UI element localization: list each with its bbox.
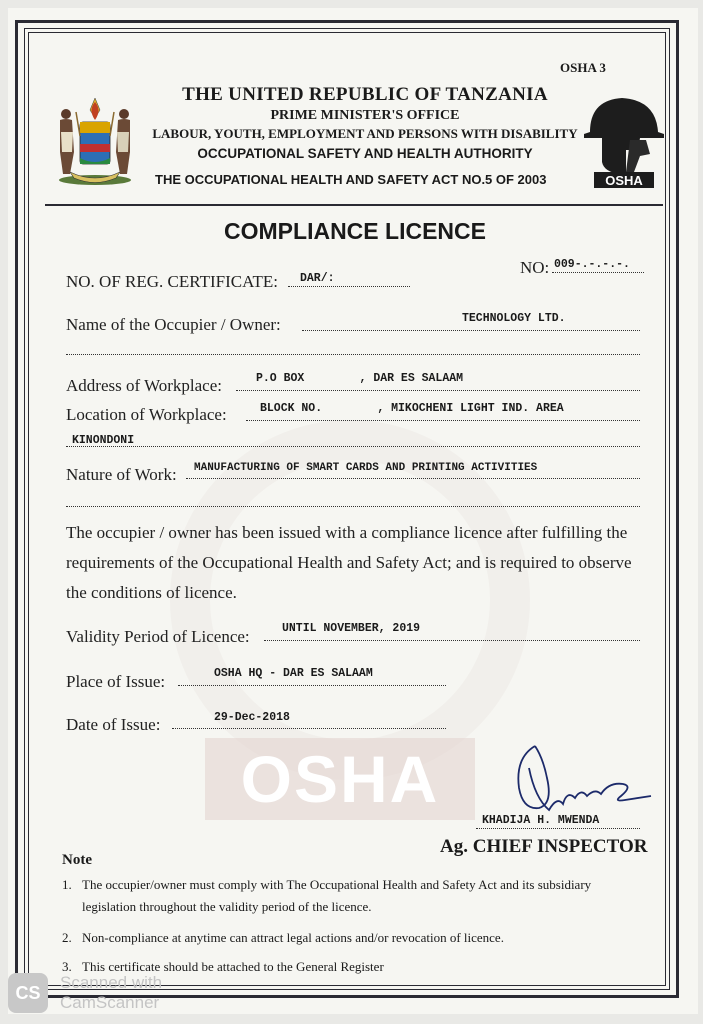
note-text: Non-compliance at anytime can attract legal actions and/or revocation of licence. — [82, 930, 504, 945]
watermark-osha: OSHA — [205, 738, 475, 820]
coat-of-arms-icon — [50, 92, 140, 187]
camscanner-logo-icon: CS — [8, 973, 48, 1013]
camscanner-line-1: Scanned with — [60, 973, 163, 992]
nature-label: Nature of Work: — [66, 465, 177, 484]
licence-no-value: 009-.-.-.-. — [554, 258, 630, 271]
location-value: BLOCK NO. , MIKOCHENI LIGHT IND. AREA — [260, 402, 564, 415]
form-code: OSHA 3 — [560, 60, 606, 75]
validity-line — [264, 640, 640, 641]
validity-label: Validity Period of Licence: — [66, 627, 250, 646]
licence-no-line — [552, 272, 644, 273]
note-number: 3. — [62, 959, 72, 974]
note-number: 2. — [62, 930, 72, 945]
notes-heading: Note — [62, 852, 92, 868]
address-value: P.O BOX , DAR ES SALAAM — [256, 372, 464, 385]
location-label: Location of Workplace: — [66, 405, 227, 424]
nature-line — [186, 478, 640, 479]
location-line — [246, 420, 640, 421]
act-heading: THE OCCUPATIONAL HEALTH AND SAFETY ACT NO.5 OF 2003 — [155, 172, 547, 187]
date-label: Date of Issue: — [66, 715, 161, 734]
occupier-line-2 — [66, 354, 640, 355]
date-value: 29-Dec-2018 — [214, 711, 290, 724]
header-divider — [45, 204, 663, 206]
camscanner-line-2: CamScanner — [60, 993, 160, 1012]
nature-value: MANUFACTURING OF SMART CARDS AND PRINTING ACTIVITIES — [194, 462, 538, 474]
nature-line-2 — [66, 506, 640, 507]
address-line — [236, 390, 640, 391]
office-heading: PRIME MINISTER'S OFFICE — [270, 108, 460, 123]
date-line — [172, 728, 446, 729]
reg-cert-value: DAR/: — [300, 272, 335, 285]
document-title: COMPLIANCE LICENCE — [224, 218, 486, 244]
signature-line — [476, 828, 640, 829]
note-text-cont: legislation throughout the validity period of the licence. — [82, 899, 372, 914]
signatory-role: Ag. CHIEF INSPECTOR — [440, 836, 648, 857]
place-line — [178, 685, 446, 686]
note-item-2 — [62, 927, 647, 949]
signatory-name: KHADIJA H. MWENDA — [482, 814, 600, 827]
note-text: The occupier/owner must comply with The Occupational Health and Safety Act and its subsidiary — [82, 877, 592, 892]
signature-icon — [505, 738, 655, 822]
note-number: 1. — [62, 877, 72, 892]
compliance-statement: The occupier / owner has been issued with a compliance licence after fulfilling the requirements of the Occupational Health and Safety Act; and is required to observe the conditions of licence. — [66, 523, 632, 602]
camscanner-watermark — [60, 973, 162, 1013]
occupier-label: Name of the Occupier / Owner: — [66, 315, 281, 334]
licence-no-label: NO: — [520, 258, 550, 277]
ministry-heading: LABOUR, YOUTH, EMPLOYMENT AND PERSONS WITH DISABILITY — [152, 126, 578, 141]
validity-value: UNTIL NOVEMBER, 2019 — [282, 622, 421, 635]
location-value-2: KINONDONI — [72, 434, 135, 447]
place-label: Place of Issue: — [66, 672, 166, 691]
note-text: This certificate should be attached to the General Register — [82, 959, 384, 974]
country-heading: THE UNITED REPUBLIC OF TANZANIA — [182, 84, 548, 105]
occupier-line — [302, 330, 640, 331]
reg-cert-label: NO. OF REG. CERTIFICATE: — [66, 272, 278, 291]
authority-heading: OCCUPATIONAL SAFETY AND HEALTH AUTHORITY — [197, 146, 533, 161]
reg-cert-line — [288, 286, 410, 287]
address-label: Address of Workplace: — [66, 376, 222, 395]
location-line-2 — [66, 446, 640, 447]
place-value: OSHA HQ - DAR ES SALAAM — [214, 667, 373, 680]
osha-logo-text: OSHA — [605, 173, 643, 188]
note-item-1 — [62, 874, 647, 918]
occupier-value: TECHNOLOGY LTD. — [462, 312, 566, 325]
